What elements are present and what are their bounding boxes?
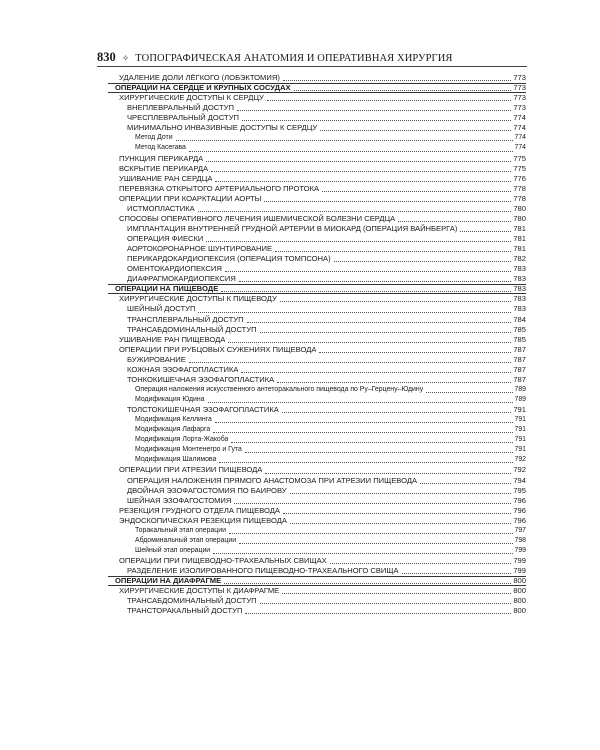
toc-page-number: 800 xyxy=(513,576,526,586)
toc-entry xyxy=(108,244,526,254)
toc-page-number: 799 xyxy=(513,556,526,565)
toc-entry-title: ИМПЛАНТАЦИЯ ВНУТРЕННЕЙ ГРУДНОЙ АРТЕРИИ В МИОКАРД (ОПЕРАЦИЯ ВАЙНБЕРГА) xyxy=(127,223,458,233)
toc-page-number: 791 xyxy=(514,416,526,424)
dot-leader xyxy=(198,306,511,313)
diamond-separator-icon: ✧ xyxy=(121,53,130,63)
toc-entry-title: Абдоминальный этап операции xyxy=(135,536,237,544)
toc-page-number: 789 xyxy=(514,385,526,393)
dot-leader xyxy=(206,155,511,162)
toc-entry-title: ТРАНСПЛЕВРАЛЬНЫЙ ДОСТУП xyxy=(127,314,244,324)
toc-page-number: 774 xyxy=(513,123,526,133)
toc-page-number: 785 xyxy=(513,324,526,334)
toc-page-number: 784 xyxy=(513,314,526,324)
toc-entry-title: ПЕРИКАРДОКАРДИОПЕКСИЯ (ОПЕРАЦИЯ ТОМПСОНА) xyxy=(127,254,331,264)
toc-entry-title: МИНИМАЛЬНО ИНВАЗИВНЫЕ ДОСТУПЫ К СЕРДЦУ xyxy=(127,123,318,133)
toc-entry-title: Операция наложения искусственного антеторакального пищевода по Ру–Герцену–Юдину xyxy=(135,385,424,393)
toc-page-number: 792 xyxy=(514,456,526,464)
dot-leader xyxy=(282,406,511,413)
toc-entry xyxy=(108,254,526,264)
dot-leader xyxy=(322,185,511,192)
toc-entry xyxy=(108,335,526,345)
dot-leader xyxy=(198,205,512,212)
toc-page-number: 782 xyxy=(513,254,526,264)
toc-entry xyxy=(108,506,526,516)
toc-entry-title: Модификация Юдина xyxy=(135,396,205,403)
toc-entry xyxy=(108,405,526,415)
toc-entry-title: ЭНДОСКОПИЧЕСКАЯ РЕЗЕКЦИЯ ПИЩЕВОДА xyxy=(119,515,287,525)
toc-page-number: 800 xyxy=(513,586,526,596)
toc-page-number: 781 xyxy=(513,223,526,233)
dot-leader xyxy=(237,104,511,111)
toc-page-number: 799 xyxy=(513,566,526,576)
toc-entry xyxy=(108,355,526,365)
toc-section-heading xyxy=(108,576,526,586)
dot-leader xyxy=(241,366,511,373)
toc-entry-title: ХИРУРГИЧЕСКИЕ ДОСТУПЫ К ПИЩЕВОДУ xyxy=(119,294,277,304)
dot-leader xyxy=(420,477,511,484)
toc-entry-title: Модификация Лафарга xyxy=(135,426,211,434)
toc-page-number: 774 xyxy=(514,144,526,152)
toc-entry-title: ОПЕРАЦИИ НА ПИЩЕВОДЕ xyxy=(115,284,219,294)
toc-page-number: 775 xyxy=(513,153,526,163)
toc-page-number: 791 xyxy=(513,405,526,415)
toc-page-number: 778 xyxy=(513,193,526,203)
toc-page-number: 791 xyxy=(514,426,526,434)
dot-leader xyxy=(290,487,512,494)
dot-leader xyxy=(239,537,512,544)
toc-entry xyxy=(108,546,526,556)
toc-entry-title: ПУНКЦИЯ ПЕРИКАРДА xyxy=(119,153,204,163)
dot-leader xyxy=(206,235,511,242)
toc-entry xyxy=(108,264,526,274)
toc-entry xyxy=(108,224,526,234)
toc-section-heading xyxy=(108,284,526,294)
toc-entry xyxy=(108,304,526,314)
toc-entry-title: Модификация Монтенегро и Гута xyxy=(135,446,242,454)
toc-entry xyxy=(108,465,526,475)
toc-entry xyxy=(108,133,526,143)
toc-entry-title: ЧРЕСПЛЕВРАЛЬНЫЙ ДОСТУП xyxy=(127,113,239,123)
toc-entry-title: Шейный этап операции xyxy=(135,546,211,554)
toc-entry xyxy=(108,455,526,465)
toc-page-number: 794 xyxy=(513,475,526,485)
toc-entry-title: Модификация Лорта-Жакоба xyxy=(135,436,229,444)
toc-page-number: 773 xyxy=(513,103,526,113)
dot-leader xyxy=(221,285,511,292)
toc-page-number: 798 xyxy=(514,536,526,544)
dot-leader xyxy=(267,94,512,101)
dot-leader xyxy=(294,84,512,91)
toc-page-number: 776 xyxy=(513,173,526,183)
dot-leader xyxy=(239,275,512,282)
toc-page-number: 781 xyxy=(513,244,526,254)
toc-entry-title: ИСТМОПЛАСТИКА xyxy=(127,203,195,213)
toc-entry xyxy=(108,73,526,83)
toc-page-number: 791 xyxy=(514,446,526,454)
toc-entry xyxy=(108,556,526,566)
running-title: ТОПОГРАФИЧЕСКАЯ АНАТОМИЯ И ОПЕРАТИВНАЯ ХИРУРГИЯ xyxy=(135,53,453,64)
toc-entry-title: ОПЕРАЦИИ ПРИ РУБЦОВЫХ СУЖЕНИЯХ ПИЩЕВОДА xyxy=(119,344,317,354)
toc-entry xyxy=(108,516,526,526)
toc-entry xyxy=(108,113,526,123)
dot-leader xyxy=(265,467,511,474)
dot-leader xyxy=(176,134,513,141)
toc-entry-title: ХИРУРГИЧЕСКИЕ ДОСТУПЫ К ДИАФРАГМЕ xyxy=(119,586,280,596)
toc-entry-title: ШЕЙНЫЙ ДОСТУП xyxy=(127,304,196,314)
toc-entry-title: ОПЕРАЦИИ НА СЕРДЦЕ И КРУПНЫХ СОСУДАХ xyxy=(115,83,291,93)
dot-leader xyxy=(224,577,511,584)
dot-leader xyxy=(189,145,513,152)
dot-leader xyxy=(260,326,512,333)
dot-leader xyxy=(334,255,512,262)
toc-entry-title: БУЖИРОВАНИЕ xyxy=(127,354,186,364)
toc-entry-title: ОПЕРАЦИИ ПРИ КОАРКТАЦИИ АОРТЫ xyxy=(119,193,262,203)
toc-page-number: 783 xyxy=(513,294,526,304)
header-divider xyxy=(97,66,527,67)
toc-entry-title: ПЕРЕВЯЗКА ОТКРЫТОГО АРТЕРИАЛЬНОГО ПРОТОКА xyxy=(119,183,320,193)
toc-entry-title: ДИАФРАГМОКАРДИОПЕКСИЯ xyxy=(127,274,236,284)
dot-leader xyxy=(398,215,511,222)
toc-entry-title: ОПЕРАЦИИ НА ДИАФРАГМЕ xyxy=(115,576,222,586)
toc-page-number: 787 xyxy=(513,344,526,354)
toc-entry xyxy=(108,365,526,375)
dot-leader xyxy=(460,225,511,232)
dot-leader xyxy=(283,74,511,81)
toc-entry-title: ТОНКОКИШЕЧНАЯ ЭЗОФАГОПЛАСТИКА xyxy=(127,374,275,384)
toc-section-heading xyxy=(108,83,526,93)
toc-page-number: 774 xyxy=(514,134,526,142)
toc-page-number: 796 xyxy=(513,505,526,515)
toc-entry xyxy=(108,395,526,405)
toc-entry-title: ТРАНСАБДОМИНАЛЬНЫЙ ДОСТУП xyxy=(127,596,257,606)
table-of-contents xyxy=(108,73,526,616)
toc-entry xyxy=(108,294,526,304)
dot-leader xyxy=(402,567,512,574)
toc-page-number: 800 xyxy=(513,606,526,616)
dot-leader xyxy=(234,497,511,504)
toc-page-number: 783 xyxy=(513,274,526,284)
dot-leader xyxy=(290,517,511,524)
toc-entry xyxy=(108,214,526,224)
dot-leader xyxy=(245,607,511,614)
toc-entry xyxy=(108,586,526,596)
toc-entry-title: ВНЕПЛЕВРАЛЬНЫЙ ДОСТУП xyxy=(127,103,234,113)
toc-entry xyxy=(108,174,526,184)
toc-entry-title: ТОЛСТОКИШЕЧНАЯ ЭЗОФАГОПЛАСТИКА xyxy=(127,405,279,415)
toc-entry xyxy=(108,103,526,113)
dot-leader xyxy=(280,295,512,302)
toc-page-number: 787 xyxy=(513,374,526,384)
toc-entry xyxy=(108,606,526,616)
dot-leader xyxy=(245,446,513,453)
dot-leader xyxy=(229,527,513,534)
toc-page-number: 787 xyxy=(513,354,526,364)
toc-entry-title: ОПЕРАЦИИ ПРИ ПИЩЕВОДНО-ТРАХЕАЛЬНЫХ СВИЩАХ xyxy=(119,556,327,565)
toc-entry-title: РАЗДЕЛЕНИЕ ИЗОЛИРОВАННОГО ПИЩЕВОДНО-ТРАХЕАЛЬНОГО СВИЩА xyxy=(127,566,399,576)
dot-leader xyxy=(247,316,512,323)
toc-entry xyxy=(108,315,526,325)
toc-page-number: 783 xyxy=(513,264,526,274)
dot-leader xyxy=(319,346,511,353)
dot-leader xyxy=(219,456,512,463)
dot-leader xyxy=(426,386,512,393)
toc-entry xyxy=(108,566,526,576)
toc-page-number: 785 xyxy=(513,334,526,344)
toc-entry xyxy=(108,486,526,496)
toc-page-number: 800 xyxy=(513,596,526,606)
toc-entry xyxy=(108,596,526,606)
toc-entry-title: ОМЕНТОКАРДИОПЕКСИЯ xyxy=(127,264,222,274)
toc-entry-title: УДАЛЕНИЕ ДОЛИ ЛЁГКОГО (ЛОБЭКТОМИЯ) xyxy=(119,73,280,82)
toc-page-number: 781 xyxy=(513,234,526,243)
toc-page-number: 775 xyxy=(513,163,526,173)
toc-page-number: 774 xyxy=(513,113,526,123)
dot-leader xyxy=(264,195,511,202)
toc-entry xyxy=(108,425,526,435)
toc-page-number: 783 xyxy=(513,284,526,294)
toc-entry-title: Метод Касегава xyxy=(135,144,186,152)
toc-entry-title: ХИРУРГИЧЕСКИЕ ДОСТУПЫ К СЕРДЦУ xyxy=(119,93,264,103)
dot-leader xyxy=(275,245,511,252)
toc-page-number: 796 xyxy=(513,495,526,505)
dot-leader xyxy=(225,265,512,272)
toc-entry xyxy=(108,234,526,244)
dot-leader xyxy=(283,507,511,514)
toc-page-number: 780 xyxy=(513,203,526,213)
toc-entry xyxy=(108,154,526,164)
toc-entry-title: ДВОЙНАЯ ЭЗОФАГОСТОМИЯ ПО БАИРОВУ xyxy=(127,485,287,495)
toc-entry xyxy=(108,476,526,486)
dot-leader xyxy=(260,597,512,604)
toc-entry-title: Модификация Келлинга xyxy=(135,416,212,424)
toc-page-number: 789 xyxy=(514,396,526,403)
toc-entry-title: ШЕЙНАЯ ЭЗОФАГОСТОМИЯ xyxy=(127,495,232,505)
dot-leader xyxy=(282,587,511,594)
toc-entry xyxy=(108,123,526,133)
running-header xyxy=(97,50,537,64)
toc-page-number: 795 xyxy=(513,485,526,495)
toc-page-number: 787 xyxy=(513,364,526,374)
toc-entry-title: ОПЕРАЦИИ ПРИ АТРЕЗИИ ПИЩЕВОДА xyxy=(119,465,263,475)
dot-leader xyxy=(242,114,511,121)
toc-entry xyxy=(108,415,526,425)
toc-entry-title: РЕЗЕКЦИЯ ГРУДНОГО ОТДЕЛА ПИЩЕВОДА xyxy=(119,505,280,515)
toc-entry xyxy=(108,435,526,445)
toc-page-number: 773 xyxy=(513,93,526,103)
toc-entry xyxy=(108,345,526,355)
toc-entry xyxy=(108,164,526,174)
toc-entry xyxy=(108,536,526,546)
toc-entry-title: УШИВАНИЕ РАН ПИЩЕВОДА xyxy=(119,334,226,344)
toc-entry xyxy=(108,496,526,506)
dot-leader xyxy=(231,436,512,443)
toc-page-number: 780 xyxy=(513,213,526,223)
toc-entry-title: Торакальный этап операции xyxy=(135,526,226,534)
dot-leader xyxy=(330,557,512,564)
toc-entry xyxy=(108,325,526,335)
toc-entry-title: ОПЕРАЦИЯ НАЛОЖЕНИЯ ПРЯМОГО АНАСТОМОЗА ПРИ АТРЕЗИИ ПИЩЕВОДА xyxy=(127,475,418,485)
page-number: 830 xyxy=(97,50,116,64)
dot-leader xyxy=(228,336,511,343)
toc-entry xyxy=(108,194,526,204)
toc-page-number: 773 xyxy=(513,83,526,93)
toc-entry-title: АОРТОКОРОНАРНОЕ ШУНТИРОВАНИЕ xyxy=(127,244,273,254)
toc-entry xyxy=(108,274,526,284)
toc-entry-title: ТРАНСТОРАКАЛЬНЫЙ ДОСТУП xyxy=(127,606,243,616)
dot-leader xyxy=(211,165,511,172)
toc-page-number: 791 xyxy=(514,436,526,444)
toc-entry-title: КОЖНАЯ ЭЗОФАГОПЛАСТИКА xyxy=(127,364,239,374)
toc-entry xyxy=(108,385,526,395)
toc-page-number: 796 xyxy=(513,515,526,525)
toc-entry-title: ТРАНСАБДОМИНАЛЬНЫЙ ДОСТУП xyxy=(127,324,257,334)
toc-entry-title: СПОСОБЫ ОПЕРАТИВНОГО ЛЕЧЕНИЯ ИШЕМИЧЕСКОЙ БОЛЕЗНИ СЕРДЦА xyxy=(119,213,396,223)
dot-leader xyxy=(320,124,511,131)
toc-entry xyxy=(108,93,526,103)
toc-entry xyxy=(108,204,526,214)
dot-leader xyxy=(213,426,512,433)
dot-leader xyxy=(277,376,511,383)
dot-leader xyxy=(215,175,511,182)
toc-page-number: 773 xyxy=(513,73,526,82)
toc-page-number: 797 xyxy=(514,526,526,534)
dot-leader xyxy=(215,416,513,423)
toc-entry-title: Модификация Шалимова xyxy=(135,456,217,464)
toc-entry xyxy=(108,445,526,455)
toc-entry xyxy=(108,526,526,536)
toc-page-number: 783 xyxy=(513,304,526,314)
dot-leader xyxy=(208,396,513,403)
toc-entry-title: ВСКРЫТИЕ ПЕРИКАРДА xyxy=(119,163,209,173)
dot-leader xyxy=(189,356,512,363)
dot-leader xyxy=(213,547,512,554)
toc-page-number: 799 xyxy=(514,546,526,554)
toc-entry-title: УШИВАНИЕ РАН СЕРДЦА xyxy=(119,173,213,183)
toc-entry-title: ОПЕРАЦИЯ ФИЕСКИ xyxy=(127,234,204,243)
toc-entry xyxy=(108,184,526,194)
toc-entry xyxy=(108,375,526,385)
toc-page-number: 778 xyxy=(513,183,526,193)
toc-entry-title: Метод Доти xyxy=(135,134,173,142)
toc-entry xyxy=(108,143,526,153)
toc-page-number: 792 xyxy=(513,465,526,475)
